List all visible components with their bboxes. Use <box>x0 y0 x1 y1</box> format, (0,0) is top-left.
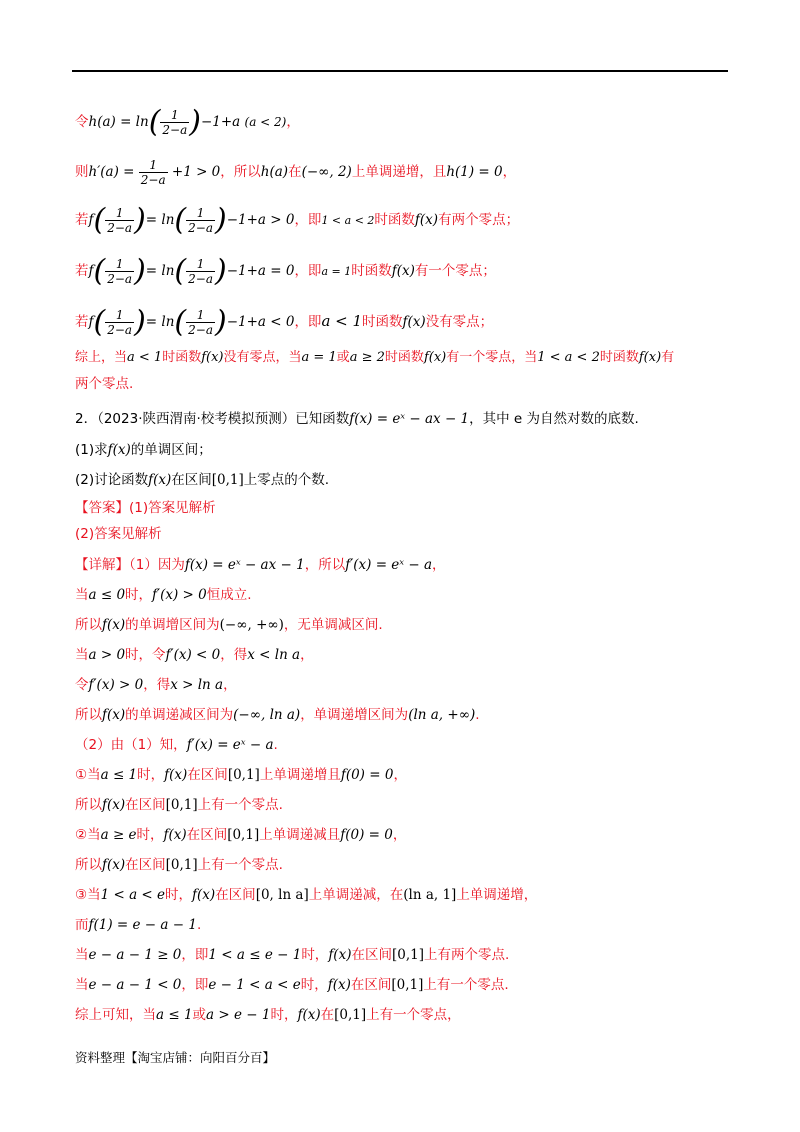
detail-line-8 <box>75 765 407 785</box>
text: ，即 <box>294 263 322 279</box>
text: 有 <box>661 350 675 365</box>
text: ，所以 <box>304 557 346 573</box>
detail-line-13 <box>75 915 201 935</box>
formula: f(x) <box>328 947 352 963</box>
detail-line-5 <box>75 675 237 695</box>
formula: f′(x) > 0 <box>152 587 207 603</box>
formula: h(a) <box>260 164 289 180</box>
formula: [0,1] <box>227 767 260 783</box>
text: 而 <box>75 917 89 933</box>
text: 时函数 <box>384 350 424 365</box>
formula: e − 1 < a < e <box>208 977 301 993</box>
text: ，无单调减区间. <box>283 617 383 633</box>
text: 当 <box>75 977 89 993</box>
text: 若 <box>75 263 89 279</box>
formula: (−∞, +∞) <box>219 617 284 633</box>
text: 所以 <box>75 857 102 873</box>
problem-2-part-1 <box>75 440 212 460</box>
text: 的单调增区间为 <box>125 617 220 633</box>
text: 没有零点，当 <box>223 350 302 365</box>
formula: f(x) <box>192 887 216 903</box>
text: 时函数 <box>162 350 202 365</box>
formula-h-def: h(a) = ln( $\frac{1}{2-a}$ )−1+a <box>88 104 241 140</box>
formula: f(x) <box>391 263 415 279</box>
formula: (−∞, 2) <box>301 164 352 180</box>
formula: e − a − 1 ≥ 0 <box>88 947 182 963</box>
formula: f′(x) < 0 <box>165 647 221 663</box>
text: 时， <box>270 1007 298 1023</box>
formula: [0,1] <box>391 947 424 963</box>
text: ，单调递增区间为 <box>300 707 409 723</box>
text: ③当 <box>75 887 101 903</box>
formula: e − a − 1 < 0 <box>88 977 182 993</box>
formula: a < 1 <box>321 312 363 330</box>
detail-line-1 <box>75 555 446 575</box>
text: (1)求 <box>75 442 108 458</box>
text: 上单调递增， <box>456 887 538 903</box>
detail-line-12 <box>75 885 537 905</box>
text: ，即 <box>294 212 322 228</box>
formula: f(0) = 0 <box>340 767 394 783</box>
detail-line-2 <box>75 585 252 605</box>
formula: x < ln a <box>247 647 301 663</box>
text: 在区间 <box>187 767 228 783</box>
formula: 1 < a < 2 <box>321 214 375 227</box>
text: 综上可知，当 <box>75 1007 156 1023</box>
text: 上有一个零点， <box>366 1007 461 1023</box>
formula: a < 1 <box>127 350 163 365</box>
text: 【详解】（1）因为 <box>75 557 185 573</box>
text: 时，令 <box>125 647 166 663</box>
formula: f(x) = eˣ − ax − 1 <box>349 411 470 427</box>
text: 在区间 <box>171 472 212 488</box>
formula: h(1) = 0 <box>446 164 503 180</box>
text: 令 <box>75 114 89 130</box>
text: . <box>475 707 480 723</box>
formula: x > ln a <box>170 677 224 693</box>
formula: f(x) <box>414 212 439 228</box>
formula: f(1) = e − a − 1 <box>88 917 197 933</box>
formula: (ln a, +∞) <box>408 707 476 723</box>
text: 时， <box>136 827 164 843</box>
text: ， <box>223 677 237 693</box>
text: 时函数 <box>599 350 639 365</box>
text: ，即 <box>181 947 209 963</box>
text: 上有两个零点. <box>423 947 510 963</box>
formula: 1 < a < e <box>100 887 166 903</box>
text: ，得 <box>143 677 171 693</box>
detail-line-14 <box>75 945 509 965</box>
text: 在区间 <box>125 857 166 873</box>
detail-line-16 <box>75 1005 461 1025</box>
text: （2）由（1）知， <box>75 737 187 753</box>
text: 所以 <box>75 797 102 813</box>
text: 所以 <box>75 617 102 633</box>
formula: f(x) <box>102 857 126 873</box>
formula: (−∞, ln a) <box>233 707 301 723</box>
formula: a > e − 1 <box>206 1007 271 1023</box>
solution-line-3 <box>75 202 520 238</box>
text: ， <box>502 164 517 180</box>
text: 当 <box>75 947 89 963</box>
text: 当 <box>75 647 89 663</box>
formula-condition: (a < 2) <box>244 115 287 129</box>
formula: a ≤ 1 <box>100 767 138 783</box>
formula: f(x) <box>163 827 187 843</box>
formula: a = 1 <box>321 265 352 278</box>
text: (2)讨论函数 <box>75 472 149 488</box>
formula-case-lt: f( $\frac{1}{2-a}$ )= ln( $\frac{1}{2-a}$ )−1+a < 0 <box>88 304 295 340</box>
text: 上零点的个数. <box>243 472 330 488</box>
answer-line-2 <box>75 524 162 544</box>
formula-case-gt: f( $\frac{1}{2-a}$ )= ln( $\frac{1}{2-a}$ )−1+a > 0 <box>88 202 295 238</box>
text: 时， <box>300 977 328 993</box>
formula: f′(x) = eˣ − a <box>186 737 274 753</box>
text: 令 <box>75 677 89 693</box>
detail-line-6 <box>75 705 480 725</box>
formula: f′(x) > 0 <box>88 677 144 693</box>
formula: 1 < a ≤ e − 1 <box>208 947 302 963</box>
text: ，所以 <box>220 164 261 180</box>
text: 或 <box>192 1007 207 1023</box>
text: 上单调递增且 <box>259 767 341 783</box>
formula: a > 0 <box>88 647 126 663</box>
page-footer: 资料整理【淘宝店铺：向阳百分百】 <box>75 1050 276 1065</box>
formula: [0, ln a] <box>255 887 309 903</box>
text: 两个零点. <box>75 376 134 392</box>
formula: [0,1] <box>227 827 260 843</box>
text: ， <box>393 767 407 783</box>
text: 上单调递减，在 <box>308 887 404 903</box>
text: . <box>196 917 202 933</box>
text: 【答案】(1)答案见解析 <box>75 500 216 516</box>
solution-line-1 <box>75 104 300 140</box>
text: ， <box>432 557 446 573</box>
formula: f(x) <box>164 767 188 783</box>
text: 时， <box>125 587 153 603</box>
text: 上有一个零点. <box>423 977 509 993</box>
formula-case-eq: f( $\frac{1}{2-a}$ )= ln( $\frac{1}{2-a}$ )−1+a = 0 <box>88 253 295 289</box>
formula: (ln a, 1] <box>403 887 457 903</box>
text: 没有零点； <box>425 314 494 330</box>
formula: f(x) <box>327 977 351 993</box>
solution-line-6 <box>75 348 674 368</box>
text: 上有一个零点. <box>197 857 283 873</box>
answer-line-1 <box>75 498 216 518</box>
formula: f(x) <box>148 472 172 488</box>
text: 在区间 <box>351 947 392 963</box>
text: ，即 <box>294 314 322 330</box>
text: . <box>273 737 278 753</box>
formula: a ≥ 2 <box>349 350 385 365</box>
text: 时函数 <box>351 263 392 279</box>
problem-2-statement <box>75 409 639 429</box>
text: 时函数 <box>374 212 415 228</box>
text: ，得 <box>220 647 248 663</box>
solution-line-2 <box>75 158 516 187</box>
text: 的单调递减区间为 <box>125 707 234 723</box>
detail-line-3 <box>75 615 383 635</box>
text: 上有一个零点. <box>197 797 283 813</box>
text: 时， <box>137 767 165 783</box>
text: 上单调递减且 <box>259 827 341 843</box>
text: 所以 <box>75 707 102 723</box>
text: 若 <box>75 314 89 330</box>
formula: [0,1] <box>391 977 424 993</box>
formula: f(x) <box>102 797 126 813</box>
formula: f′(x) = eˣ − a <box>345 557 433 573</box>
text: ， <box>392 827 407 843</box>
text: 综上，当 <box>75 350 128 365</box>
text: 在区间 <box>350 977 392 993</box>
text: 有一个零点； <box>414 263 496 279</box>
text: 时， <box>165 887 193 903</box>
text: 若 <box>75 212 89 228</box>
text: 的单调区间； <box>130 442 212 458</box>
text: ，其中 e 为自然对数的底数. <box>469 411 639 427</box>
formula-h-derivative: h′(a) = $\frac{1}{2-a}$ +1 > 0 <box>88 158 221 187</box>
text: 时函数 <box>362 314 403 330</box>
text: 则 <box>75 164 89 180</box>
formula: a ≤ 1 <box>156 1007 193 1023</box>
formula: f(x) <box>402 314 426 330</box>
text: 上单调递增，且 <box>351 164 447 180</box>
text: 在区间 <box>186 827 228 843</box>
text: 在区间 <box>125 797 166 813</box>
formula: 1 < a < 2 <box>537 350 600 365</box>
formula: [0,1] <box>211 472 244 488</box>
formula: f(x) = eˣ − ax − 1 <box>184 557 305 573</box>
detail-line-9 <box>75 795 283 815</box>
formula: [0,1] <box>334 1007 367 1023</box>
text: 或 <box>336 350 350 365</box>
detail-line-4 <box>75 645 314 665</box>
detail-line-10 <box>75 825 406 845</box>
text: 有一个零点，当 <box>446 350 538 365</box>
detail-line-7 <box>75 735 278 755</box>
formula: f(x) <box>107 442 131 458</box>
text: 在区间 <box>215 887 256 903</box>
formula: f(x) <box>297 1007 321 1023</box>
text: ， <box>286 114 300 130</box>
formula: a ≥ e <box>100 827 137 843</box>
text: ，即 <box>181 977 209 993</box>
text: 时， <box>301 947 329 963</box>
text: ②当 <box>75 827 101 843</box>
formula: a = 1 <box>301 350 337 365</box>
text: 当 <box>75 587 89 603</box>
formula: f(x) <box>102 617 126 633</box>
text: ， <box>300 647 314 663</box>
text: 2．（2023·陕西渭南·校考模拟预测）已知函数 <box>75 411 350 427</box>
formula: [0,1] <box>165 797 198 813</box>
problem-2-part-2 <box>75 470 329 490</box>
formula: f(x) <box>423 350 447 365</box>
solution-line-4 <box>75 253 496 289</box>
formula: f(0) = 0 <box>340 827 393 843</box>
formula: a ≤ 0 <box>88 587 126 603</box>
text: (2)答案见解析 <box>75 526 162 542</box>
text: 恒成立. <box>206 587 252 603</box>
header-rule <box>72 70 728 72</box>
solution-line-5 <box>75 304 494 340</box>
formula: [0,1] <box>165 857 198 873</box>
text: 在 <box>288 164 302 180</box>
formula: f(x) <box>102 707 126 723</box>
text: 在 <box>320 1007 335 1023</box>
detail-line-11 <box>75 855 283 875</box>
formula: f(x) <box>638 350 662 365</box>
formula: f(x) <box>201 350 224 365</box>
text: ①当 <box>75 767 101 783</box>
solution-line-7 <box>75 374 133 394</box>
detail-line-15 <box>75 975 509 995</box>
text: 有两个零点； <box>438 212 520 228</box>
